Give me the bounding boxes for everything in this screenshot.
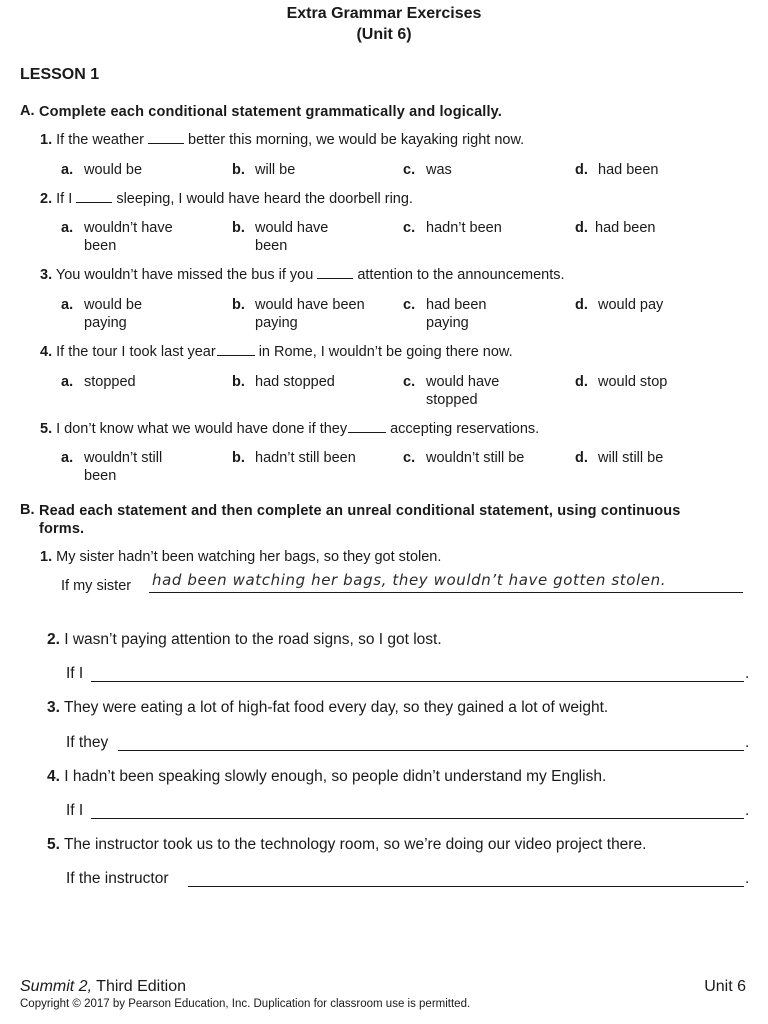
option-text: hadn’t been: [426, 220, 502, 236]
option-letter: b.: [232, 162, 245, 178]
option-letter: b.: [232, 450, 245, 466]
question-text-after: better this morning, we would be kayaking right now.: [188, 132, 525, 148]
prompt-3: If they: [66, 734, 109, 751]
question-text-before: If the weather: [56, 132, 144, 148]
option-5b[interactable]: [232, 449, 382, 467]
statement-text: They were eating a lot of high-fat food every day, so they gained a lot of weight.: [63, 699, 609, 716]
option-4d[interactable]: [575, 373, 725, 391]
question-number: 5.: [40, 421, 53, 437]
prompt-5: If the instructor: [66, 870, 169, 887]
prompt-2: If I: [66, 665, 84, 682]
question-text-after: in Rome, I wouldn’t be going there now.: [258, 344, 513, 360]
answer-line-5[interactable]: [188, 886, 744, 887]
footer-copyright: Copyright © 2017 by Pearson Education, Inc. Duplication for classroom use is permitted.: [20, 998, 471, 1010]
option-text: hadn’t still been: [255, 450, 356, 466]
answer-line-1[interactable]: [149, 592, 743, 593]
statement-text: The instructor took us to the technology room, so we’re doing our video project there.: [63, 836, 647, 853]
statement-number: 5.: [47, 836, 60, 853]
page-title: Extra Grammar Exercises: [286, 5, 482, 22]
book-name: Summit 2,: [20, 978, 93, 995]
section-b-instruction: Read each statement and then complete an unreal conditional statement, using continuous forms.: [39, 503, 681, 537]
question-2: [40, 190, 413, 207]
option-3d[interactable]: [575, 296, 725, 314]
option-text: had been paying: [426, 297, 487, 331]
option-text: would be paying: [84, 297, 143, 331]
option-5c[interactable]: [403, 449, 553, 467]
option-3c[interactable]: [403, 296, 553, 332]
option-text: will be: [255, 162, 296, 178]
question-text-after: attention to the announcements.: [357, 267, 565, 283]
statement-text: I wasn’t paying attention to the road signs, so I got lost.: [64, 631, 442, 648]
answer-blank: [348, 420, 386, 433]
option-text: would have been: [255, 220, 329, 254]
question-text-before: If the tour I took last year: [56, 344, 216, 360]
option-text: would have stopped: [426, 374, 500, 408]
option-1a[interactable]: [61, 161, 211, 179]
option-letter: a.: [61, 220, 74, 236]
option-text: would be: [84, 162, 143, 178]
question-3: [40, 266, 565, 283]
statement-number: 2.: [47, 631, 60, 648]
option-2b[interactable]: [232, 219, 382, 255]
period: .: [745, 665, 750, 682]
answer-line-2[interactable]: [91, 681, 744, 682]
option-text: wouldn’t still be: [426, 450, 525, 466]
option-1b[interactable]: [232, 161, 382, 179]
section-a-instruction: Complete each conditional statement grammatically and logically.: [39, 104, 502, 120]
option-letter: b.: [232, 220, 245, 236]
question-5: [40, 420, 539, 437]
option-4a[interactable]: [61, 373, 211, 391]
page-subtitle: (Unit 6): [356, 26, 412, 43]
option-text: was: [426, 162, 452, 178]
period: .: [745, 802, 750, 819]
option-letter: a.: [61, 162, 74, 178]
option-letter: c.: [403, 162, 416, 178]
answer-blank: [76, 190, 112, 203]
option-letter: a.: [61, 297, 74, 313]
question-number: 1.: [40, 132, 53, 148]
question-number: 2.: [40, 191, 53, 207]
footer-unit: Unit 6: [704, 978, 746, 995]
option-letter: d.: [575, 162, 588, 178]
answer-line-4[interactable]: [91, 818, 744, 819]
option-1c[interactable]: [403, 161, 553, 179]
handwritten-answer-1: had been watching her bags, they wouldn’t have gotten stolen.: [152, 571, 667, 589]
option-3a[interactable]: [61, 296, 211, 332]
statement-number: 4.: [47, 768, 60, 785]
option-letter: d.: [575, 450, 588, 466]
statement-number: 1.: [40, 549, 53, 565]
question-text-after: sleeping, I would have heard the doorbell ring.: [116, 191, 413, 207]
option-letter: c.: [403, 450, 416, 466]
question-text-after: accepting reservations.: [390, 421, 540, 437]
question-text-before: If I: [56, 191, 73, 207]
option-letter: c.: [403, 297, 416, 313]
option-text: stopped: [84, 374, 136, 390]
question-text-before: You wouldn’t have missed the bus if you: [55, 267, 314, 283]
period: .: [745, 734, 750, 751]
option-letter: d.: [575, 297, 588, 313]
option-2a[interactable]: [61, 219, 211, 255]
option-2d[interactable]: [575, 219, 725, 237]
option-letter: b.: [232, 297, 245, 313]
statement-3: [47, 699, 608, 717]
answer-line-3[interactable]: [118, 750, 744, 751]
option-letter: d.: [575, 374, 588, 390]
option-text: had been: [598, 162, 659, 178]
option-text: had been: [595, 220, 656, 236]
statement-2: [47, 631, 442, 649]
option-letter: c.: [403, 374, 416, 390]
option-4c[interactable]: [403, 373, 553, 409]
statement-text: My sister hadn’t been watching her bags, so they got stolen.: [56, 549, 442, 565]
question-number: 3.: [40, 267, 53, 283]
option-text: will still be: [598, 450, 664, 466]
question-1: [40, 131, 524, 148]
section-b-letter: B.: [20, 502, 35, 518]
prompt-1: If my sister: [61, 578, 132, 594]
option-5a[interactable]: [61, 449, 211, 485]
option-5d[interactable]: [575, 449, 725, 467]
option-text: wouldn’t have been: [84, 220, 173, 254]
option-letter: d.: [575, 220, 588, 236]
option-text: would pay: [598, 297, 664, 313]
option-text: would stop: [598, 374, 668, 390]
section-a-letter: A.: [20, 103, 35, 119]
option-1d[interactable]: [575, 161, 725, 179]
option-4b[interactable]: [232, 373, 382, 391]
option-letter: a.: [61, 374, 74, 390]
option-3b[interactable]: [232, 296, 382, 332]
option-text: would have been paying: [255, 297, 365, 331]
statement-number: 3.: [47, 699, 60, 716]
statement-1: [40, 549, 441, 565]
period: .: [745, 870, 750, 887]
statement-text: I hadn’t been speaking slowly enough, so people didn’t understand my English.: [64, 768, 607, 785]
option-letter: a.: [61, 450, 74, 466]
question-text-before: I don’t know what we would have done if they: [56, 421, 348, 437]
lesson-heading: LESSON 1: [20, 66, 100, 83]
statement-4: [47, 768, 606, 786]
option-letter: c.: [403, 220, 416, 236]
answer-blank: [148, 131, 184, 144]
statement-5: [47, 836, 646, 854]
option-2c[interactable]: [403, 219, 553, 237]
answer-blank: [317, 266, 353, 279]
option-text: had stopped: [255, 374, 335, 390]
answer-blank: [217, 343, 255, 356]
footer-book-title: [20, 978, 186, 996]
book-edition: Third Edition: [92, 978, 186, 995]
prompt-4: If I: [66, 802, 84, 819]
option-text: wouldn’t still been: [84, 450, 163, 484]
question-4: [40, 343, 513, 360]
option-letter: b.: [232, 374, 245, 390]
question-number: 4.: [40, 344, 53, 360]
